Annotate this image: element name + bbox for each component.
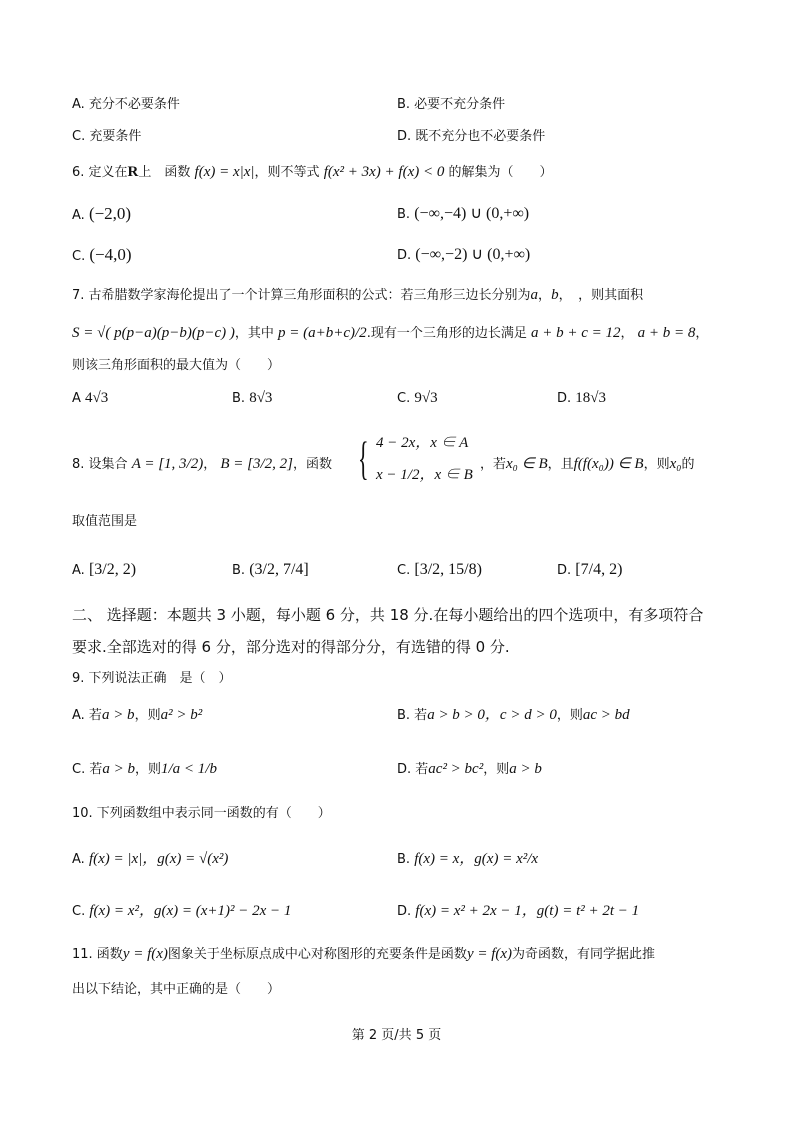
q5-option-c: C. 充要条件 xyxy=(72,129,142,144)
q6-stem-b: 上 函数 xyxy=(138,165,191,180)
q10-option-c xyxy=(72,902,291,920)
option-label: A. xyxy=(72,563,85,578)
q7-option-d-value: 18√3 xyxy=(575,390,607,406)
q11-function-1: y = f(x) xyxy=(122,946,168,962)
option-label: C. xyxy=(397,391,411,406)
composite-condition: f(f(x₀)) ∈ B xyxy=(573,456,644,472)
q7-stem-line2 xyxy=(72,324,708,342)
sep: ， xyxy=(695,326,709,341)
q8-text-c: ，若 xyxy=(480,457,507,472)
q9-a-result: a² > b² xyxy=(160,707,203,723)
q8-option-d xyxy=(557,560,622,579)
option-label: A. xyxy=(72,852,85,867)
option-label: C. 若 xyxy=(72,762,103,777)
q6-function-def: f(x) = x|x| xyxy=(194,164,255,180)
option-label: D. xyxy=(397,248,412,263)
q6-option-b xyxy=(397,204,529,223)
q6-stem xyxy=(72,163,553,181)
q6-stem-d: 的解集为（ ） xyxy=(448,165,553,180)
q7-condition-1: a + b + c = 12 xyxy=(530,325,621,341)
option-label: B. xyxy=(397,852,411,867)
q9-d-condition: ac² > bc² xyxy=(428,761,484,777)
q6-option-d xyxy=(397,245,530,264)
q9-b-condition: a > b > 0，c > d > 0 xyxy=(427,707,557,723)
q8-stem-line2: 取值范围是 xyxy=(72,514,138,529)
q7-option-d xyxy=(557,389,606,407)
option-mid: ，则 xyxy=(134,708,161,723)
q9-stem: 9. 下列说法正确 是（ ） xyxy=(72,671,232,686)
option-label: D. xyxy=(557,563,572,578)
q11-function-2: y = f(x) xyxy=(466,946,513,962)
q7-option-c-value: 9√3 xyxy=(414,390,438,406)
section-2-instructions-line2: 要求.全部选对的得 6 分，部分选对的得部分分，有选错的得 0 分. xyxy=(72,638,510,656)
q8-text-b: ，函数 xyxy=(293,457,333,472)
q8-text-f: 的 xyxy=(681,457,695,472)
q11-text-a: 11. 函数 xyxy=(72,947,123,962)
option-mid: ，则 xyxy=(556,708,583,723)
q6-option-d-value: (−∞,−2) ∪ (0,+∞) xyxy=(415,246,531,263)
option-mid: ，则 xyxy=(134,762,161,777)
q7-stem-line1 xyxy=(72,286,643,304)
option-label: A. 若 xyxy=(72,708,102,723)
q6-inequality: f(x² + 3x) + f(x) < 0 xyxy=(323,164,445,180)
option-label: C. xyxy=(72,904,86,919)
section-2-instructions-line1: 二、 选择题：本题共 3 小题，每小题 6 分，共 18 分.在每小题给出的四个选项中，有多项符合 xyxy=(72,606,704,624)
q10-option-d xyxy=(397,902,639,920)
option-label: D. xyxy=(557,391,572,406)
set-a: A = [1, 3/2) xyxy=(131,456,204,472)
q8-option-d-value: [7/4, 2) xyxy=(575,561,623,578)
q8-stem-line1 xyxy=(72,455,332,473)
q9-option-a xyxy=(72,706,202,724)
semi-perimeter-formula: p = (a+b+c)/2 xyxy=(278,325,367,341)
q5-option-b: B. 必要不充分条件 xyxy=(397,97,506,112)
q8-text-d: ，且 xyxy=(547,457,574,472)
option-label: A xyxy=(72,391,81,406)
var-a: a xyxy=(530,287,539,303)
q7-option-b-value: 8√3 xyxy=(249,390,273,406)
q8-option-a-value: [3/2, 2) xyxy=(88,561,137,578)
q8-text-e: ，则 xyxy=(643,457,670,472)
q6-stem-a: 6. 定义在 xyxy=(72,165,128,180)
q10-option-a-value: f(x) = |x|，g(x) = √(x²) xyxy=(88,851,229,867)
q6-option-c-value: (−4,0) xyxy=(89,245,132,264)
option-label: B. xyxy=(232,563,246,578)
q5-option-a: A. 充分不必要条件 xyxy=(72,97,180,112)
option-label: B. xyxy=(232,391,246,406)
q7-option-a xyxy=(72,389,108,407)
piecewise-case-1: 4 − 2x，x ∈ A xyxy=(376,435,469,451)
q10-option-b-value: f(x) = x，g(x) = x²/x xyxy=(414,851,539,867)
q7-option-c xyxy=(397,389,438,407)
q6-option-a-value: (−2,0) xyxy=(88,204,132,223)
q10-option-d-value: f(x) = x² + 2x − 1，g(t) = t² + 2t − 1 xyxy=(415,903,640,919)
q5-option-d: D. 既不充分也不必要条件 xyxy=(397,129,546,144)
q10-stem: 10. 下列函数组中表示同一函数的有（ ） xyxy=(72,806,331,821)
q8-text-a: 8. 设集合 xyxy=(72,457,128,472)
q9-b-result: ac > bd xyxy=(582,707,630,723)
q9-option-b xyxy=(397,706,630,724)
sep: ， xyxy=(203,457,217,472)
q11-stem-line1 xyxy=(72,945,655,963)
set-b: B = [3/2, 2] xyxy=(220,456,293,472)
q6-option-a xyxy=(72,204,131,224)
option-mid: ，则 xyxy=(483,762,510,777)
q9-option-c xyxy=(72,760,217,778)
q7-text-a: 7. 古希腊数学家海伦提出了一个计算三角形面积的公式：若三角形三边长分别为 xyxy=(72,288,531,303)
q11-text-c: 为奇函数，有同学据此推 xyxy=(512,947,656,962)
q7-text-c: .现有一个三角形的边长满足 xyxy=(366,326,527,341)
q8-stem-line1-tail xyxy=(480,455,694,473)
heron-formula: S = √( p(p−a)(p−b)(p−c) ) xyxy=(72,325,235,341)
q6-stem-c: ，则不等式 xyxy=(254,165,320,180)
real-set-symbol: R xyxy=(127,164,139,180)
sep: ， xyxy=(538,288,552,303)
q10-option-a xyxy=(72,850,228,868)
option-label: B. 若 xyxy=(397,708,428,723)
q7-condition-2: a + b = 8 xyxy=(637,325,696,341)
q8-option-b xyxy=(232,560,309,579)
option-label: A. xyxy=(72,208,85,223)
q11-text-b: 图象关于坐标原点成中心对称图形的充要条件是函数 xyxy=(167,947,467,962)
var-b: b xyxy=(551,287,559,303)
q10-option-c-value: f(x) = x²，g(x) = (x+1)² − 2x − 1 xyxy=(89,903,292,919)
page-number-footer: 第 2 页/共 5 页 xyxy=(351,1028,442,1043)
option-label: D. 若 xyxy=(397,762,429,777)
q11-stem-line2: 出以下结论，其中正确的是（ ） xyxy=(72,982,281,997)
option-label: D. xyxy=(397,904,412,919)
piecewise-brace: { xyxy=(358,432,369,485)
piecewise-case-2: x − 1/2，x ∈ B xyxy=(376,467,473,483)
q8-option-c-value: [3/2, 15/8) xyxy=(414,561,482,578)
q9-a-condition: a > b xyxy=(101,707,135,723)
option-label: B. xyxy=(397,207,411,222)
q7-option-b xyxy=(232,389,272,407)
q7-text-b: ， ，则其面积 xyxy=(558,288,644,303)
q7-option-a-value: 4√3 xyxy=(85,390,109,406)
q7-stem-line3: 则该三角形面积的最大值为（ ） xyxy=(72,358,281,373)
q7-where: ，其中 xyxy=(234,326,274,341)
q8-option-b-value: (3/2, 7/4] xyxy=(249,561,309,578)
option-label: C. xyxy=(397,563,411,578)
q9-d-result: a > b xyxy=(509,761,542,777)
q8-option-c xyxy=(397,560,482,579)
q6-option-b-value: (−∞,−4) ∪ (0,+∞) xyxy=(414,205,530,222)
x0-in-b: x₀ ∈ B xyxy=(506,456,548,472)
q9-option-d xyxy=(397,760,542,778)
q9-c-result: 1/a < 1/b xyxy=(160,761,217,777)
q10-option-b xyxy=(397,850,538,868)
option-label: C. xyxy=(72,249,86,264)
sep: ， xyxy=(620,326,634,341)
q9-c-condition: a > b xyxy=(102,761,135,777)
q8-option-a xyxy=(72,560,136,579)
x0: x₀ xyxy=(669,456,682,472)
q6-option-c xyxy=(72,245,132,265)
